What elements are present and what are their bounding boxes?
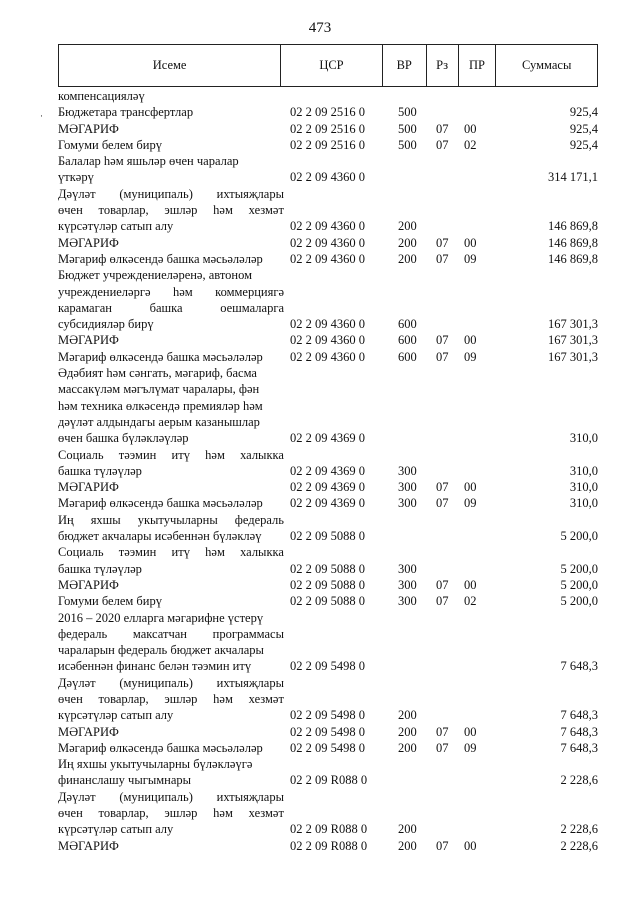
table-header	[58, 44, 598, 87]
row-pr: 09	[464, 251, 477, 266]
row-name: учреждениеләргә һәм коммерциягә	[58, 284, 284, 299]
row-vr: 300	[398, 496, 417, 511]
row-name: Мәгариф өлкәсендә башка мәсьәләләр	[58, 251, 263, 266]
budget-table	[58, 88, 598, 854]
row-pr: 00	[464, 333, 477, 348]
table-row	[58, 186, 598, 202]
row-name: чараларын федераль бюджет акчалары	[58, 643, 264, 658]
row-vr: 200	[398, 235, 417, 250]
row-rz: 07	[436, 740, 449, 755]
table-row	[58, 740, 598, 756]
row-csr: 02 2 09 R088 0	[290, 773, 368, 788]
row-name: дәүләт алдындагы аерым казанышлар	[58, 414, 260, 429]
table-row	[58, 88, 598, 104]
row-pr: 00	[464, 480, 477, 495]
row-name: бюджет акчалары исәбеннән бүләкләү	[58, 529, 262, 544]
table-row	[58, 610, 598, 626]
table-row	[58, 577, 598, 593]
row-sum: 925,4	[569, 105, 598, 120]
margin-mark: ·	[40, 111, 43, 121]
row-sum: 2 228,6	[560, 822, 598, 837]
row-pr: 00	[464, 235, 477, 250]
table-row	[58, 267, 598, 283]
table-row	[58, 332, 598, 348]
row-name: Социаль тәэмин итү һәм халыкка	[58, 447, 284, 462]
row-csr: 02 2 09 5088 0	[290, 561, 365, 576]
table-row	[58, 447, 598, 463]
row-sum: 146 869,8	[548, 251, 598, 266]
row-sum: 5 200,0	[560, 529, 598, 544]
row-name: МӘГАРИФ	[58, 333, 119, 348]
row-csr: 02 2 09 5498 0	[290, 724, 365, 739]
row-rz: 07	[436, 496, 449, 511]
row-vr: 300	[398, 463, 417, 478]
row-name: Гомуми белем бирү	[58, 137, 162, 152]
row-csr: 02 2 09 2516 0	[290, 137, 365, 152]
row-sum: 7 648,3	[560, 724, 598, 739]
row-name: башка түләүләр	[58, 561, 142, 576]
table-row	[58, 284, 598, 300]
row-rz: 07	[436, 480, 449, 495]
header-pr: ПР	[459, 45, 497, 86]
row-name: өчен башка бүләкләүләр	[58, 431, 189, 446]
table-row	[58, 658, 598, 674]
row-vr: 200	[398, 251, 417, 266]
table-row	[58, 153, 598, 169]
table-row	[58, 789, 598, 805]
row-vr: 200	[398, 724, 417, 739]
table-row	[58, 169, 598, 185]
header-rz: Рз	[427, 45, 459, 86]
row-name: Иң яхшы укытучыларны бүләкләүгә	[58, 757, 253, 772]
table-row	[58, 251, 598, 267]
row-vr: 300	[398, 480, 417, 495]
row-csr: 02 2 09 5088 0	[290, 594, 365, 609]
row-sum: 7 648,3	[560, 708, 598, 723]
row-vr: 300	[398, 561, 417, 576]
row-vr: 500	[398, 105, 417, 120]
row-vr: 500	[398, 137, 417, 152]
row-name: Дәүләт (муниципаль) ихтыяҗлары	[58, 186, 284, 201]
row-pr: 02	[464, 137, 477, 152]
table-row	[58, 724, 598, 740]
row-rz: 07	[436, 838, 449, 853]
table-row	[58, 593, 598, 609]
row-rz: 07	[436, 724, 449, 739]
row-name: Әдәбият һәм сәнгать, мәгариф, басма	[58, 366, 257, 381]
row-name: өчен товарлар, эшләр һәм хезмәт	[58, 691, 284, 706]
row-name: Гомуми белем бирү	[58, 594, 162, 609]
row-name: исәбеннән финанс белән тәэмин итү	[58, 659, 252, 674]
table-row	[58, 642, 598, 658]
row-name: Дәүләт (муниципаль) ихтыяҗлары	[58, 789, 284, 804]
row-csr: 02 2 09 5498 0	[290, 740, 365, 755]
table-row	[58, 300, 598, 316]
row-name: субсидияләр бирү	[58, 317, 154, 332]
row-pr: 02	[464, 594, 477, 609]
row-name: күрсәтүләр сатып алу	[58, 822, 174, 837]
row-vr: 300	[398, 594, 417, 609]
row-sum: 2 228,6	[560, 838, 598, 853]
row-rz: 07	[436, 251, 449, 266]
header-vr: ВР	[383, 45, 427, 86]
row-vr: 600	[398, 333, 417, 348]
row-name: карамаган башка оешмаларга	[58, 300, 284, 315]
table-row	[58, 495, 598, 511]
table-row	[58, 756, 598, 772]
row-name: МӘГАРИФ	[58, 235, 119, 250]
row-vr: 200	[398, 838, 417, 853]
row-name: күрсәтүләр сатып алу	[58, 219, 174, 234]
row-vr: 600	[398, 349, 417, 364]
row-sum: 310,0	[569, 496, 598, 511]
row-name: Бюджет учреждениеләренә, автоном	[58, 268, 253, 283]
row-name: башка түләүләр	[58, 463, 142, 478]
row-csr: 02 2 09 4360 0	[290, 219, 365, 234]
row-sum: 5 200,0	[560, 561, 598, 576]
row-sum: 310,0	[569, 463, 598, 478]
row-name: МӘГАРИФ	[58, 724, 119, 739]
row-csr: 02 2 09 4360 0	[290, 349, 365, 364]
row-sum: 314 171,1	[548, 170, 598, 185]
row-csr: 02 2 09 4369 0	[290, 496, 365, 511]
row-csr: 02 2 09 4369 0	[290, 431, 365, 446]
table-row	[58, 202, 598, 218]
table-row	[58, 821, 598, 837]
row-csr: 02 2 09 5088 0	[290, 577, 365, 592]
row-pr: 00	[464, 577, 477, 592]
row-vr: 200	[398, 740, 417, 755]
table-row	[58, 479, 598, 495]
row-vr: 200	[398, 219, 417, 234]
row-sum: 5 200,0	[560, 594, 598, 609]
row-pr: 00	[464, 121, 477, 136]
row-name: Мәгариф өлкәсендә башка мәсьәләләр	[58, 740, 263, 755]
row-csr: 02 2 09 4369 0	[290, 463, 365, 478]
row-vr: 300	[398, 577, 417, 592]
row-sum: 167 301,3	[548, 317, 598, 332]
row-name: финанслашу чыгымнары	[58, 773, 192, 788]
table-row	[58, 381, 598, 397]
page-number: 473	[308, 20, 332, 36]
row-name: Мәгариф өлкәсендә башка мәсьәләләр	[58, 349, 263, 364]
table-row	[58, 218, 598, 234]
row-name: күрсәтүләр сатып алу	[58, 708, 174, 723]
row-pr: 00	[464, 724, 477, 739]
table-row	[58, 463, 598, 479]
table-row	[58, 561, 598, 577]
table-row	[58, 430, 598, 446]
row-name: МӘГАРИФ	[58, 838, 119, 853]
row-rz: 07	[436, 235, 449, 250]
row-csr: 02 2 09 4369 0	[290, 480, 365, 495]
row-csr: 02 2 09 2516 0	[290, 121, 365, 136]
row-name: МӘГАРИФ	[58, 480, 119, 495]
row-name: Мәгариф өлкәсендә башка мәсьәләләр	[58, 496, 263, 511]
row-name: Бюджетара трансфертлар	[58, 105, 194, 120]
row-rz: 07	[436, 121, 449, 136]
table-row	[58, 316, 598, 332]
row-name: федераль максатчан программасы	[58, 626, 284, 641]
row-sum: 146 869,8	[548, 235, 598, 250]
row-csr: 02 2 09 R088 0	[290, 838, 368, 853]
row-vr: 200	[398, 708, 417, 723]
row-sum: 167 301,3	[548, 349, 598, 364]
row-name: МӘГАРИФ	[58, 121, 119, 136]
row-csr: 02 2 09 4360 0	[290, 235, 365, 250]
row-csr: 02 2 09 4360 0	[290, 317, 365, 332]
table-row	[58, 235, 598, 251]
row-vr: 600	[398, 317, 417, 332]
table-row	[58, 349, 598, 365]
row-csr: 02 2 09 4360 0	[290, 170, 365, 185]
table-row	[58, 414, 598, 430]
row-sum: 310,0	[569, 431, 598, 446]
table-row	[58, 365, 598, 381]
row-rz: 07	[436, 333, 449, 348]
row-name: Дәүләт (муниципаль) ихтыяҗлары	[58, 675, 284, 690]
row-rz: 07	[436, 137, 449, 152]
table-row	[58, 626, 598, 642]
table-row	[58, 544, 598, 560]
table-row	[58, 104, 598, 120]
table-row	[58, 707, 598, 723]
row-name: өчен товарлар, эшләр һәм хезмәт	[58, 806, 284, 821]
row-sum: 167 301,3	[548, 333, 598, 348]
row-sum: 925,4	[569, 121, 598, 136]
row-name: һәм техника өлкәсендә премияләр һәм	[58, 398, 263, 413]
row-pr: 09	[464, 349, 477, 364]
table-row	[58, 772, 598, 788]
row-rz: 07	[436, 594, 449, 609]
row-vr: 500	[398, 121, 417, 136]
row-name: 2016 – 2020 елларга мәгарифне үстерү	[58, 610, 264, 625]
row-vr: 200	[398, 822, 417, 837]
row-name: өчен товарлар, эшләр һәм хезмәт	[58, 203, 284, 218]
row-sum: 310,0	[569, 480, 598, 495]
row-name: массакүләм мәгълүмат чаралары, фән	[58, 382, 260, 397]
row-sum: 5 200,0	[560, 577, 598, 592]
row-name: компенсацияләү	[58, 89, 145, 103]
table-row	[58, 512, 598, 528]
row-name: Балалар һәм яшьләр өчен чаралар	[58, 154, 239, 169]
table-row	[58, 805, 598, 821]
row-name: Социаль тәэмин итү һәм халыкка	[58, 545, 284, 560]
row-rz: 07	[436, 349, 449, 364]
row-sum: 7 648,3	[560, 659, 598, 674]
table-row	[58, 691, 598, 707]
row-sum: 2 228,6	[560, 773, 598, 788]
header-sum: Суммасы	[522, 58, 572, 72]
row-rz: 07	[436, 577, 449, 592]
row-pr: 09	[464, 496, 477, 511]
row-pr: 00	[464, 838, 477, 853]
row-name: Иң яхшы укытучыларны федераль	[58, 512, 284, 527]
table-row	[58, 398, 598, 414]
header-name: Исеме	[59, 45, 281, 86]
row-pr: 09	[464, 740, 477, 755]
row-csr: 02 2 09 4360 0	[290, 333, 365, 348]
row-name: үткәрү	[58, 170, 94, 185]
row-csr: 02 2 09 2516 0	[290, 105, 365, 120]
row-name: МӘГАРИФ	[58, 577, 119, 592]
table-row	[58, 838, 598, 854]
row-sum: 7 648,3	[560, 740, 598, 755]
row-csr: 02 2 09 5498 0	[290, 659, 365, 674]
table-row	[58, 528, 598, 544]
row-csr: 02 2 09 5088 0	[290, 529, 365, 544]
header-csr: ЦСР	[281, 45, 383, 86]
row-csr: 02 2 09 4360 0	[290, 251, 365, 266]
row-csr: 02 2 09 5498 0	[290, 708, 365, 723]
table-row	[58, 121, 598, 137]
table-row	[58, 675, 598, 691]
row-csr: 02 2 09 R088 0	[290, 822, 368, 837]
row-sum: 925,4	[569, 137, 598, 152]
table-row	[58, 137, 598, 153]
row-sum: 146 869,8	[548, 219, 598, 234]
